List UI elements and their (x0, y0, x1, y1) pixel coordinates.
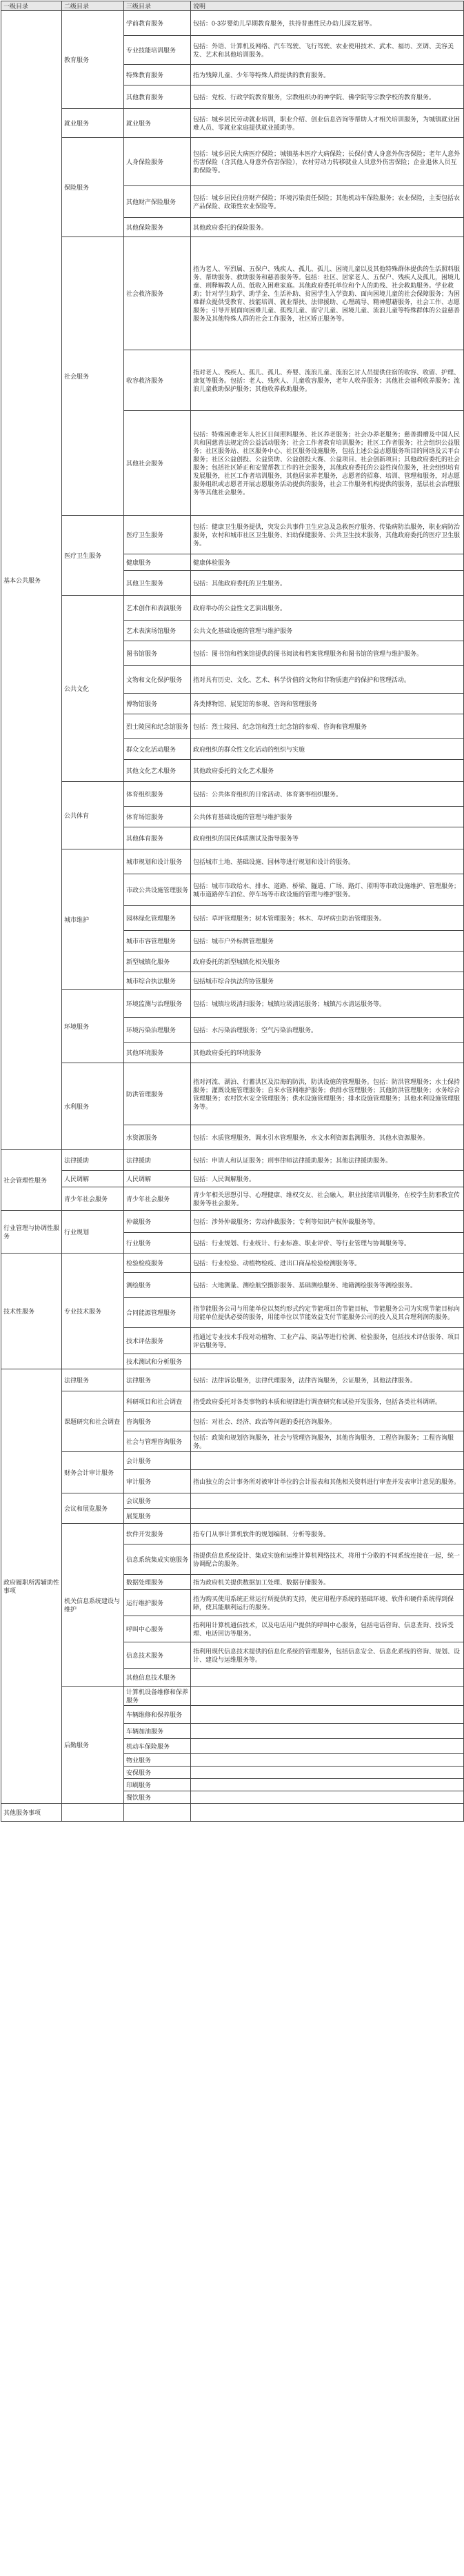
table-row (1, 1369, 464, 1391)
table-row (1, 1804, 464, 1822)
level3-cell: 信息技术服务 (124, 1642, 191, 1669)
level3-cell: 技术评估服务 (124, 1328, 191, 1354)
description-cell: 指对河流、湖泊、行蓄洪区及沿海的防洪，防洪设施的管理服务。包括：防洪管理服务；水土保持服务；灌溉设施管理服务；自来水管网维护服务；供排水管理服务；其他防洪管理服务；水务综合管理服务；农村饮水安全管理服务；供水设施管理服务；排水设施管理服务；其他水利设施管理服务等。 (191, 1063, 464, 1125)
description-cell: 包括：特殊困难老年人社区日间照料服务、社区养老服务；社会办养老服务；慈善捐赠及中国人民共和国慈善法规定的公益活动服务；社会工作者教育培训服务；社区工作者服务；社会组织公益服务；社区服务站、社区服务中心、社区服务设施服务，包括上述公益志愿服务项目的网络及云平台服务；社区公益创投、公益资助、公益创投大赛、公益项目、社会创新项目；其他政府委托的社会服务；包括社区矫正和安置帮教工作的社会服务，其他政府委托的公益性岗位服务，社会组织培育发展服务，社区工作者培训服务，其他居家养老服务，志愿者的招募、培训、管理和服务，对志愿服务组织或志愿者开展志愿服务活动提供的服务，社会工作服务机构提供的服务，基层社会治理服务等其他社会服务。 (191, 411, 464, 516)
description-cell: 包括：其他政府委托的卫生服务。 (191, 571, 464, 596)
table-row (1, 1687, 464, 1706)
description-cell: 政府组织的群众性文化活动的组织与实施 (191, 739, 464, 760)
description-cell: 指对老人、残疾人、孤儿、孤儿、弃婴、流浪儿童、流浪乞讨人员提供住宿的收容、收留、护理、康复等服务。包括：老人、残疾人、儿童收容服务，老年人收养服务；其他社会福利收养服务；流浪儿童救助保护服务；其他收养救助服务。 (191, 350, 464, 411)
description-cell: 包括：图书馆和档案馆提供的图书阅读和档案管理服务和图书馆的管理与维护服务。 (191, 641, 464, 666)
description-cell: 包括：0-3岁婴幼儿早期教育服务，扶持普惠性民办幼儿园发展等。 (191, 11, 464, 36)
description-cell: 包括：城市市政给水、排水、道路、桥梁、隧道、广场、路灯、照明等市政设施维护、管理服务；城市道路停车泊位、停车场等市政设施的管理与维护服务。 (191, 874, 464, 906)
description-cell: 包括：行业检验、动植物检疫、进出口商品检验检测服务等。 (191, 1254, 464, 1273)
level3-cell: 其他社会服务 (124, 411, 191, 516)
description-cell: 指通过专业技术手段对动植物、工业产品、商品等进行检测、检验服务，包括技术评估服务、项目评估服务等。 (191, 1328, 464, 1354)
level3-cell: 仲裁服务 (124, 1211, 191, 1233)
catalog-body (1, 11, 464, 1822)
level2-cell: 法律服务 (62, 1369, 124, 1391)
level2-cell: 机关信息系统建设与维护 (62, 1524, 124, 1687)
level3-cell: 印刷服务 (124, 1779, 191, 1791)
level3-cell: 其他保险服务 (124, 218, 191, 237)
level2-cell: 教育服务 (62, 11, 124, 109)
header-row (1, 1, 464, 11)
description-cell: 包括：涉外仲裁服务；劳动仲裁服务；专利等知识产权仲裁服务等。 (191, 1211, 464, 1233)
description-cell (191, 1791, 464, 1804)
description-cell: 其他政府委托的环境服务 (191, 1043, 464, 1063)
level3-cell: 运行维护服务 (124, 1590, 191, 1616)
level1-cell: 技术性服务 (1, 1254, 62, 1369)
description-cell (191, 1779, 464, 1791)
level3-cell: 艺术创作和表演服务 (124, 596, 191, 621)
level1-cell: 基本公共服务 (1, 11, 62, 1150)
description-cell: 公共体育基础设施的管理与维护服务 (191, 807, 464, 827)
table-row (1, 782, 464, 807)
level3-cell: 学前教育服务 (124, 11, 191, 36)
level3-cell: 烈士陵园和纪念馆服务 (124, 714, 191, 739)
description-cell: 包括：政策和规划咨询服务，社会与管理咨询服务，其他咨询服务，工程咨询服务；工程咨询服务。 (191, 1431, 464, 1452)
level3-cell: 文物和文化保护服务 (124, 666, 191, 694)
level3-cell: 餐饮服务 (124, 1791, 191, 1804)
table-row (1, 1211, 464, 1233)
description-cell: 包括：城市户外标牌管理服务 (191, 931, 464, 952)
table-row (1, 1452, 464, 1470)
level3-cell: 青少年社会服务 (124, 1187, 191, 1211)
level3-cell: 法律服务 (124, 1369, 191, 1391)
description-cell: 包括：健康卫生服务提供，突发公共事件卫生应急及急救医疗服务、传染病防治服务，职业病防治服务，农村和城市社区卫生服务、妇幼保健服务、公共卫生技术服务，其他政府委托的医疗卫生服务。 (191, 516, 464, 554)
description-cell: 指为老人、军烈属、五保户、残疾人、孤儿、孤儿、困境儿童以及其他特殊群体提供的生活照料服务、帮助服务、救助服务和慈善服务等。包括：社区、居家老人、五保户、残疾人及孤儿，困境儿童、刑释解教人员、低收入困难家庭。其他政府委托单位和个人的助残、社会救助服务。学业救助；针对学生助学、助学金、生活补助、贫困学生入学资助、面向困境儿童的社会保障服务；为困难群众提供受教育、技能培训、就业帮扶、法律援助、心理疏导、精神慰藉服务，社会工作、志愿服务；引导开展面向困难儿童、孤残儿童、留守儿童、困境儿童、流浪儿童等特殊群体的公益慈善服务及其他特殊人群的社会工作服务，社区矫正服务等。 (191, 237, 464, 350)
level3-cell: 信息系统集成实施服务 (124, 1544, 191, 1575)
table-row (1, 109, 464, 138)
level2-cell: 水利服务 (62, 1063, 124, 1150)
description-cell: 包括：城乡居民劳动就业培训，职业介绍、创业信息咨询等帮助人才相关培训服务，为城镇就业困难人员、零就业家庭提供就业援助等。 (191, 109, 464, 138)
table-row (1, 237, 464, 350)
description-cell (191, 1509, 464, 1524)
level1-cell: 社会管理性服务 (1, 1150, 62, 1211)
level3-cell: 社会与管理咨询服务 (124, 1431, 191, 1452)
level2-cell: 公共体育 (62, 782, 124, 849)
description-cell: 包括城市土地、基础设施、园林等进行规划和设计的服务。 (191, 849, 464, 874)
level3-cell: 法律援助 (124, 1150, 191, 1171)
level2-cell: 环境服务 (62, 990, 124, 1063)
level3-cell: 机动车保险服务 (124, 1739, 191, 1754)
description-cell: 包括：水质管理服务，调水引水管理服务，水文水利资源监测服务，其他水资源服务。 (191, 1125, 464, 1150)
description-cell: 包括：草坪管理服务；树木管理服务；林木、草坪病虫防治管理服务。 (191, 906, 464, 931)
level2-cell: 行业规划 (62, 1211, 124, 1254)
description-cell (191, 1669, 464, 1687)
level3-cell: 收容救济服务 (124, 350, 191, 411)
level3-cell: 群众文化活动服务 (124, 739, 191, 760)
level3-cell: 环境污染治理服务 (124, 1018, 191, 1043)
level3-cell: 防洪管理服务 (124, 1063, 191, 1125)
level3-cell: 健康服务 (124, 554, 191, 571)
description-cell (191, 1706, 464, 1724)
level2-cell: 就业服务 (62, 109, 124, 138)
level3-cell: 展览服务 (124, 1509, 191, 1524)
description-cell: 指为残障儿童、少年等特殊人群提供的教育服务。 (191, 65, 464, 85)
description-cell: 指由独立的会计事务所对被审计单位的会计报表和其他相关资料进行审查并发表审计意见的服务。 (191, 1470, 464, 1493)
level3-cell: 城市综合执法服务 (124, 972, 191, 990)
description-cell: 指为购买使用系统正常运行所提供的支持，使应用程序系统的基础环境、软件和硬件系统得到保障，使其能顺利运行的服务。 (191, 1590, 464, 1616)
level3-cell: 艺术表演场馆服务 (124, 621, 191, 641)
description-cell: 其他政府委托的文化艺术服务 (191, 760, 464, 782)
description-cell: 包括：城镇垃圾清扫服务；城镇垃圾清运服务；城镇污水清运服务等。 (191, 990, 464, 1018)
level3-cell: 软件开发服务 (124, 1524, 191, 1544)
level2-cell: 保险服务 (62, 138, 124, 237)
table-row (1, 990, 464, 1018)
level3-cell: 其他文化艺术服务 (124, 760, 191, 782)
level1-cell: 其他服务事项 (1, 1804, 62, 1822)
table-row (1, 1187, 464, 1211)
table-row (1, 1254, 464, 1273)
description-cell: 指提供信息系统设计、集成实施和运维计算机网络技术，将用于分散的不同系统连接在一起，统一协调配合的服务。 (191, 1544, 464, 1575)
table-row (1, 1391, 464, 1412)
service-catalog-table (1, 1, 464, 1822)
level3-cell: 园林绿化管理服务 (124, 906, 191, 931)
level3-cell: 检验检疫服务 (124, 1254, 191, 1273)
level2-cell: 会议和展览服务 (62, 1493, 124, 1524)
level3-cell: 车辆加油服务 (124, 1724, 191, 1739)
level2-cell: 公共文化 (62, 596, 124, 782)
level2-cell: 医疗卫生服务 (62, 516, 124, 596)
description-cell: 包括：人民调解服务。 (191, 1171, 464, 1187)
level3-cell: 社会救济服务 (124, 237, 191, 350)
level1-cell: 行业管理与协调性服务 (1, 1211, 62, 1254)
description-cell (191, 1452, 464, 1470)
level3-cell: 体育场馆服务 (124, 807, 191, 827)
description-cell: 包括：外语、计算机及网络、汽车驾驶、飞行驾驶、农业使用技术、武术、福坊、烹调、美容美发、艺术和其他培训服务。 (191, 36, 464, 65)
level3-cell: 计算机设备维修和保养服务 (124, 1687, 191, 1706)
level2-cell: 财务会计审计服务 (62, 1452, 124, 1493)
table-row (1, 1493, 464, 1509)
level3-cell: 其他财产保险服务 (124, 186, 191, 218)
level3-cell: 市政公共设施管理服务 (124, 874, 191, 906)
description-cell: 包括：城乡居民大病医疗保险；城镇基本医疗大病保险；长保付费人身意外伤害保险；老年人意外伤害保险（含其他人身意外伤害保险），农村劳动力转移就业人员意外伤害保险；企业退休人员互助保险等。 (191, 138, 464, 186)
level1-cell: 政府履职所需辅助性事项 (1, 1369, 62, 1804)
level3-cell: 特殊教育服务 (124, 65, 191, 85)
level3-cell: 技术测试和分析服务 (124, 1354, 191, 1369)
level3-cell: 咨询服务 (124, 1412, 191, 1431)
table-row (1, 138, 464, 186)
description-cell (191, 1493, 464, 1509)
table-row (1, 1524, 464, 1544)
description-cell: 其他政府委托的保险服务。 (191, 218, 464, 237)
description-cell: 包括城市综合执法的协管服务 (191, 972, 464, 990)
description-cell: 包括：大地测量、测绘航空摄影服务、基础测绘服务、地籍测绘服务等测绘服务。 (191, 1273, 464, 1298)
description-cell (191, 1767, 464, 1779)
description-cell: 指对具有历史、文化、艺术、科学价值的文物和非物质遗产的保护和管理活动。 (191, 666, 464, 694)
description-cell (191, 1724, 464, 1739)
table-row (1, 1171, 464, 1187)
header-level2: 二级目录 (62, 1, 124, 11)
level3-cell: 其他教育服务 (124, 85, 191, 109)
description-cell (191, 1687, 464, 1706)
description-cell (191, 1739, 464, 1754)
description-cell: 公共文化基础设施的管理与维护服务 (191, 621, 464, 641)
level3-cell: 数据处理服务 (124, 1575, 191, 1590)
description-cell: 包括：申请人和认证服务；刑事律师法律援助服务；其他法律援助服务。 (191, 1150, 464, 1171)
table-row (1, 1063, 464, 1125)
level3-cell: 水资源服务 (124, 1125, 191, 1150)
level2-cell (62, 1804, 124, 1822)
level2-cell: 青少年社会服务 (62, 1187, 124, 1211)
description-cell: 青少年相关思想引导、心理健康、维权交友、社会融入，职业技能培训服务，在校学生防邪教宣传服务等社会服务。 (191, 1187, 464, 1211)
description-cell: 指节能服务公司与用能单位以契约形式约定节能项目的节能目标，节能服务公司为实现节能目标向用能单位提供必要的服务，用能单位以节能效益支付节能服务公司的投入及其合理利润的服务。 (191, 1298, 464, 1328)
description-cell (191, 1754, 464, 1767)
description-cell: 包括：党校、行政学院教育服务，宗教组织办的神学院、佛学院等宗教学校的教育服务。 (191, 85, 464, 109)
description-cell: 政府委托的新型城镇化相关服务 (191, 952, 464, 972)
description-cell (191, 1354, 464, 1369)
level3-cell: 科研项目和社会调查 (124, 1391, 191, 1412)
level2-cell: 社会服务 (62, 237, 124, 516)
level3-cell: 其他卫生服务 (124, 571, 191, 596)
level3-cell: 呼叫中心服务 (124, 1616, 191, 1642)
level2-cell: 专业技术服务 (62, 1254, 124, 1369)
level3-cell: 测绘服务 (124, 1273, 191, 1298)
description-cell: 各类博物馆、展览馆的参观、咨询和管理服务 (191, 694, 464, 714)
level3-cell: 就业服务 (124, 109, 191, 138)
level3-cell: 其他信息技术服务 (124, 1669, 191, 1687)
description-cell: 政府举办的公益性文艺演出服务。 (191, 596, 464, 621)
level3-cell: 其他体育服务 (124, 827, 191, 849)
table-row (1, 849, 464, 874)
level3-cell: 环境监测与治理服务 (124, 990, 191, 1018)
table-row (1, 11, 464, 36)
description-cell: 指利用计算机通信技术，以及电话用户提供的呼叫中心服务，包括电话咨询、信息查询、投诉受理、电话回访等服务。 (191, 1616, 464, 1642)
level3-cell: 会计服务 (124, 1452, 191, 1470)
level3-cell: 新型城镇化服务 (124, 952, 191, 972)
description-cell: 包括：对社会、经济、政治等问题的委托咨询服务。 (191, 1412, 464, 1431)
level3-cell (124, 1804, 191, 1822)
level3-cell: 审计服务 (124, 1470, 191, 1493)
level3-cell: 人民调解 (124, 1171, 191, 1187)
level3-cell: 城市规划和设计服务 (124, 849, 191, 874)
level3-cell: 专业技能培训服务 (124, 36, 191, 65)
level3-cell: 图书馆服务 (124, 641, 191, 666)
description-cell: 包括：城乡居民住房财产保险；环境污染责任保险；其他机动车保险服务；农业保险，主要包括农产品保险、政策性农业保险等。 (191, 186, 464, 218)
level3-cell: 物业服务 (124, 1754, 191, 1767)
level3-cell: 城市市容管理服务 (124, 931, 191, 952)
level2-cell: 后勤服务 (62, 1687, 124, 1804)
description-cell: 健康体检服务 (191, 554, 464, 571)
level3-cell: 其他环境服务 (124, 1043, 191, 1063)
level3-cell: 合同能源管理服务 (124, 1298, 191, 1328)
table-row (1, 1150, 464, 1171)
level3-cell: 博物馆服务 (124, 694, 191, 714)
description-cell: 指专门从事计算机软件的规划编制、分析等服务。 (191, 1524, 464, 1544)
level3-cell: 行业服务 (124, 1233, 191, 1254)
header-level1: 一级目录 (1, 1, 62, 11)
description-cell: 包括：行业规划、行业统计、行业标准、职业评价、等行业管理与协调服务等。 (191, 1233, 464, 1254)
description-cell (191, 1804, 464, 1822)
table-row (1, 596, 464, 621)
level2-cell: 课题研究和社会调查 (62, 1391, 124, 1452)
description-cell: 指利用现代信息技术提供的信息化系统的管理服务，包括信息安全、信息化系统的咨询、规划、设计、建设与运维服务等。 (191, 1642, 464, 1669)
level3-cell: 车辆维修和保养服务 (124, 1706, 191, 1724)
level3-cell: 安保服务 (124, 1767, 191, 1779)
level2-cell: 城市维护 (62, 849, 124, 990)
level3-cell: 体育组织服务 (124, 782, 191, 807)
header-level3: 三级目录 (124, 1, 191, 11)
level2-cell: 法律援助 (62, 1150, 124, 1171)
description-cell: 指受政府委托对各类事物的本质和规律进行调查研究和试验开发服务，包括各类社科调研。 (191, 1391, 464, 1412)
description-cell: 包括：公共体育组织的日常活动、体育赛事组织服务。 (191, 782, 464, 807)
table-row (1, 516, 464, 554)
header-description: 说明 (191, 1, 464, 11)
description-cell: 包括：烈士陵园、纪念馆和烈士纪念馆的参观、咨询和管理服务 (191, 714, 464, 739)
level3-cell: 会议服务 (124, 1493, 191, 1509)
description-cell: 包括：法律诉讼服务，法律代理服务，法律咨询服务，公证服务，其他法律服务。 (191, 1369, 464, 1391)
description-cell: 包括：水污染治理服务；空气污染治理服务。 (191, 1018, 464, 1043)
level3-cell: 医疗卫生服务 (124, 516, 191, 554)
description-cell: 指为政府机关提供数据加工处理、数据存储服务。 (191, 1575, 464, 1590)
level2-cell: 人民调解 (62, 1171, 124, 1187)
level3-cell: 人身保险服务 (124, 138, 191, 186)
description-cell: 政府组织的国民体质测试及指导服务等 (191, 827, 464, 849)
